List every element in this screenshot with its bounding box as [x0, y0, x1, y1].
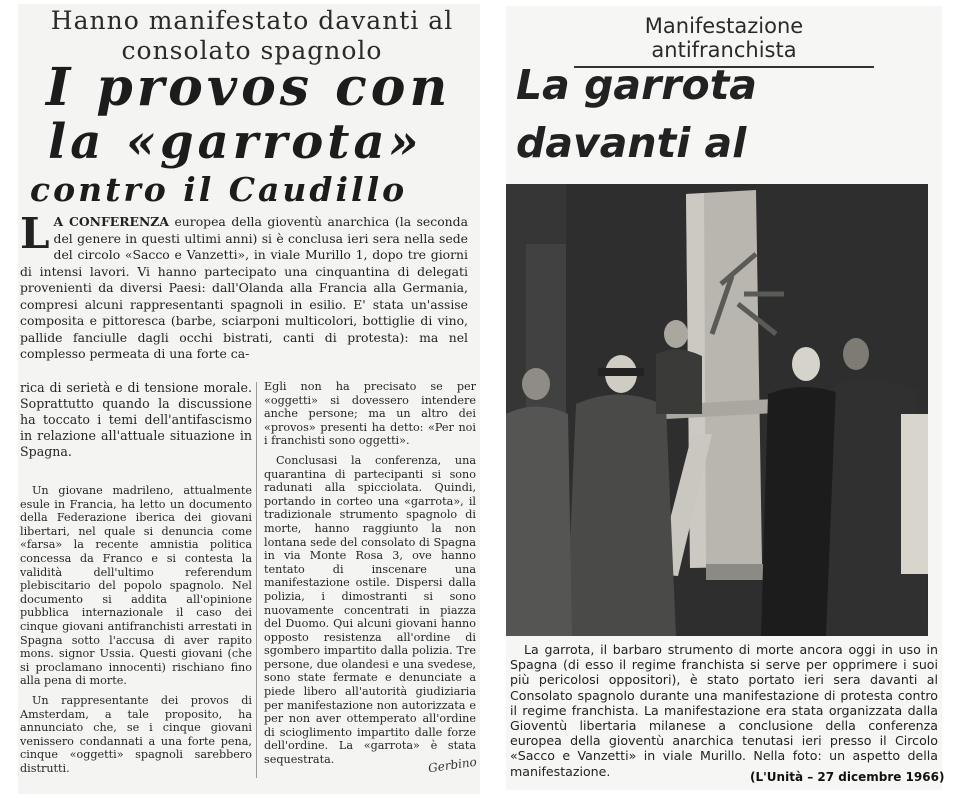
left-headline-line2: la «garrota» — [48, 114, 423, 170]
photo-caption: La garrota, il barbaro strumento di morte ancora oggi in uso in Spagna (di esso il regime franchista si serve per opprimere i suoi più pericolosi oppositori), è stato portato ieri sera davanti al Consolato spagnolo durante una manifestazione di protesta contro il regime franchista. La manifestazione era stata organizzata dalla Gioventù libertaria milanese a conclusione della conferenza europea della gioventù anarchica tenutasi ieri presso il Circolo «Sacco e Vanzetti» in viale Murillo. Nella foto: un aspetto della manifestazione. — [510, 642, 938, 779]
protest-photo-illustration — [506, 184, 928, 636]
right-headline: La garrota davanti al — [516, 61, 757, 167]
left-headline — [28, 57, 480, 210]
lead-bold-opening: A CONFERENZA — [53, 214, 169, 229]
left-kicker: Hanno manifestato davanti al consolato spagnolo — [50, 6, 454, 65]
right-kicker: Manifestazione antifranchista — [574, 14, 874, 68]
right-clipping — [506, 6, 945, 790]
column-divider — [256, 382, 257, 778]
lead-text: europea della gioventù anarchica (la seconda del genere in questi ultimi anni) si è conclusa ieri sera nella sede del circolo «Sacco e Vanzetti», in viale Murillo 1, dopo tre giorni di intensi lavori. Vi hanno partecipato una cinquantina di delegati provenienti da diversi Paesi: dall'Olanda alla Francia alla Germania, compresi alcuni rappresentanti spagnoli in esilio. E' stata un'assise composita e pittoresca (barbe, sciarponi multicolori, bottiglie di vino, pallide fanciulle dagli occhi bistrati, canti di protesta): ma nel complesso permeata di una forte ca- — [20, 214, 468, 361]
column-a-paragraph: rica di serietà e di tensione morale. Soprattutto quando la discussione ha toccato i temi dell'antifascismo in relazione all'attuale situazione in Spagna. — [20, 380, 252, 459]
left-clipping — [18, 4, 480, 794]
column-c-paragraph-1: Egli non ha precisato se per «oggetti» si dovessero intendere anche persone; ma un altro dei «provos» presenti ha detto: «Per noi i franchisti sono oggetti». — [264, 380, 476, 448]
left-headline-line3: contro il Caudillo — [30, 170, 408, 209]
author-signature: Gerbino — [427, 754, 478, 776]
left-column-b — [20, 484, 252, 781]
column-c-paragraph-2: Conclusasi la conferenza, una quarantina di partecipanti si sono radunati alla spicciolata. Quindi, portando in corteo una «garrota», il tradizionale strumento spagnolo di morte, hanno raggiunto la non lontana sede del consolato di Spagna in via Monte Rosa 3, ove hanno tentato di inscenare una manifestazione ostile. Dispersi dalla polizia, i dimostranti si sono nuovamente concentrati in piazza del Duomo. Qui alcuni giovani hanno opposto resistenza all'ordine di sgombero impartito dalla polizia. Tre persone, due olandesi e una svedese, sono state fermate e denunciate a piede libero all'autorità giudiziaria per manifestazione non autorizzata e per non aver ottemperato all'ordine di scioglimento impartito dalle forze dell'ordine. La «garrota» è stata sequestrata. — [264, 453, 476, 767]
left-headline-line1: I provos con — [46, 57, 452, 118]
left-column-c — [264, 380, 476, 773]
column-b-paragraph-1: Un giovane madrileno, attualmente esule in Francia, ha letto un documento della Federazione iberica dei giovani libertari, nel quale si denuncia come «farsa» la recente amnistia politica concessa da Franco e si contesta la validità dell'ultimo referendum plebiscitario del popolo spagnolo. Nel documento si addita all'opinione pubblica internazionale il caso dei cinque giovani antifranchisti arrestati in Spagna sotto l'accusa di aver rapito mons. signor Ussia. Questi giovani (che si proclamano innocenti) rischiano fino alla pena di morte. — [20, 484, 252, 688]
left-lead-paragraph — [20, 209, 468, 363]
column-b-paragraph-2: Un rappresentante dei provos di Amsterdam, a tale proposito, ha annunciato che, se i cinque giovani venissero condannati a una forte pena, cinque «oggetti» spagnoli sarebbero distrutti. — [20, 693, 252, 775]
left-column-a — [20, 380, 252, 466]
drop-cap: L — [20, 209, 50, 258]
protest-photo — [506, 184, 928, 636]
source-citation: (L'Unità – 27 dicembre 1966) — [750, 770, 945, 784]
